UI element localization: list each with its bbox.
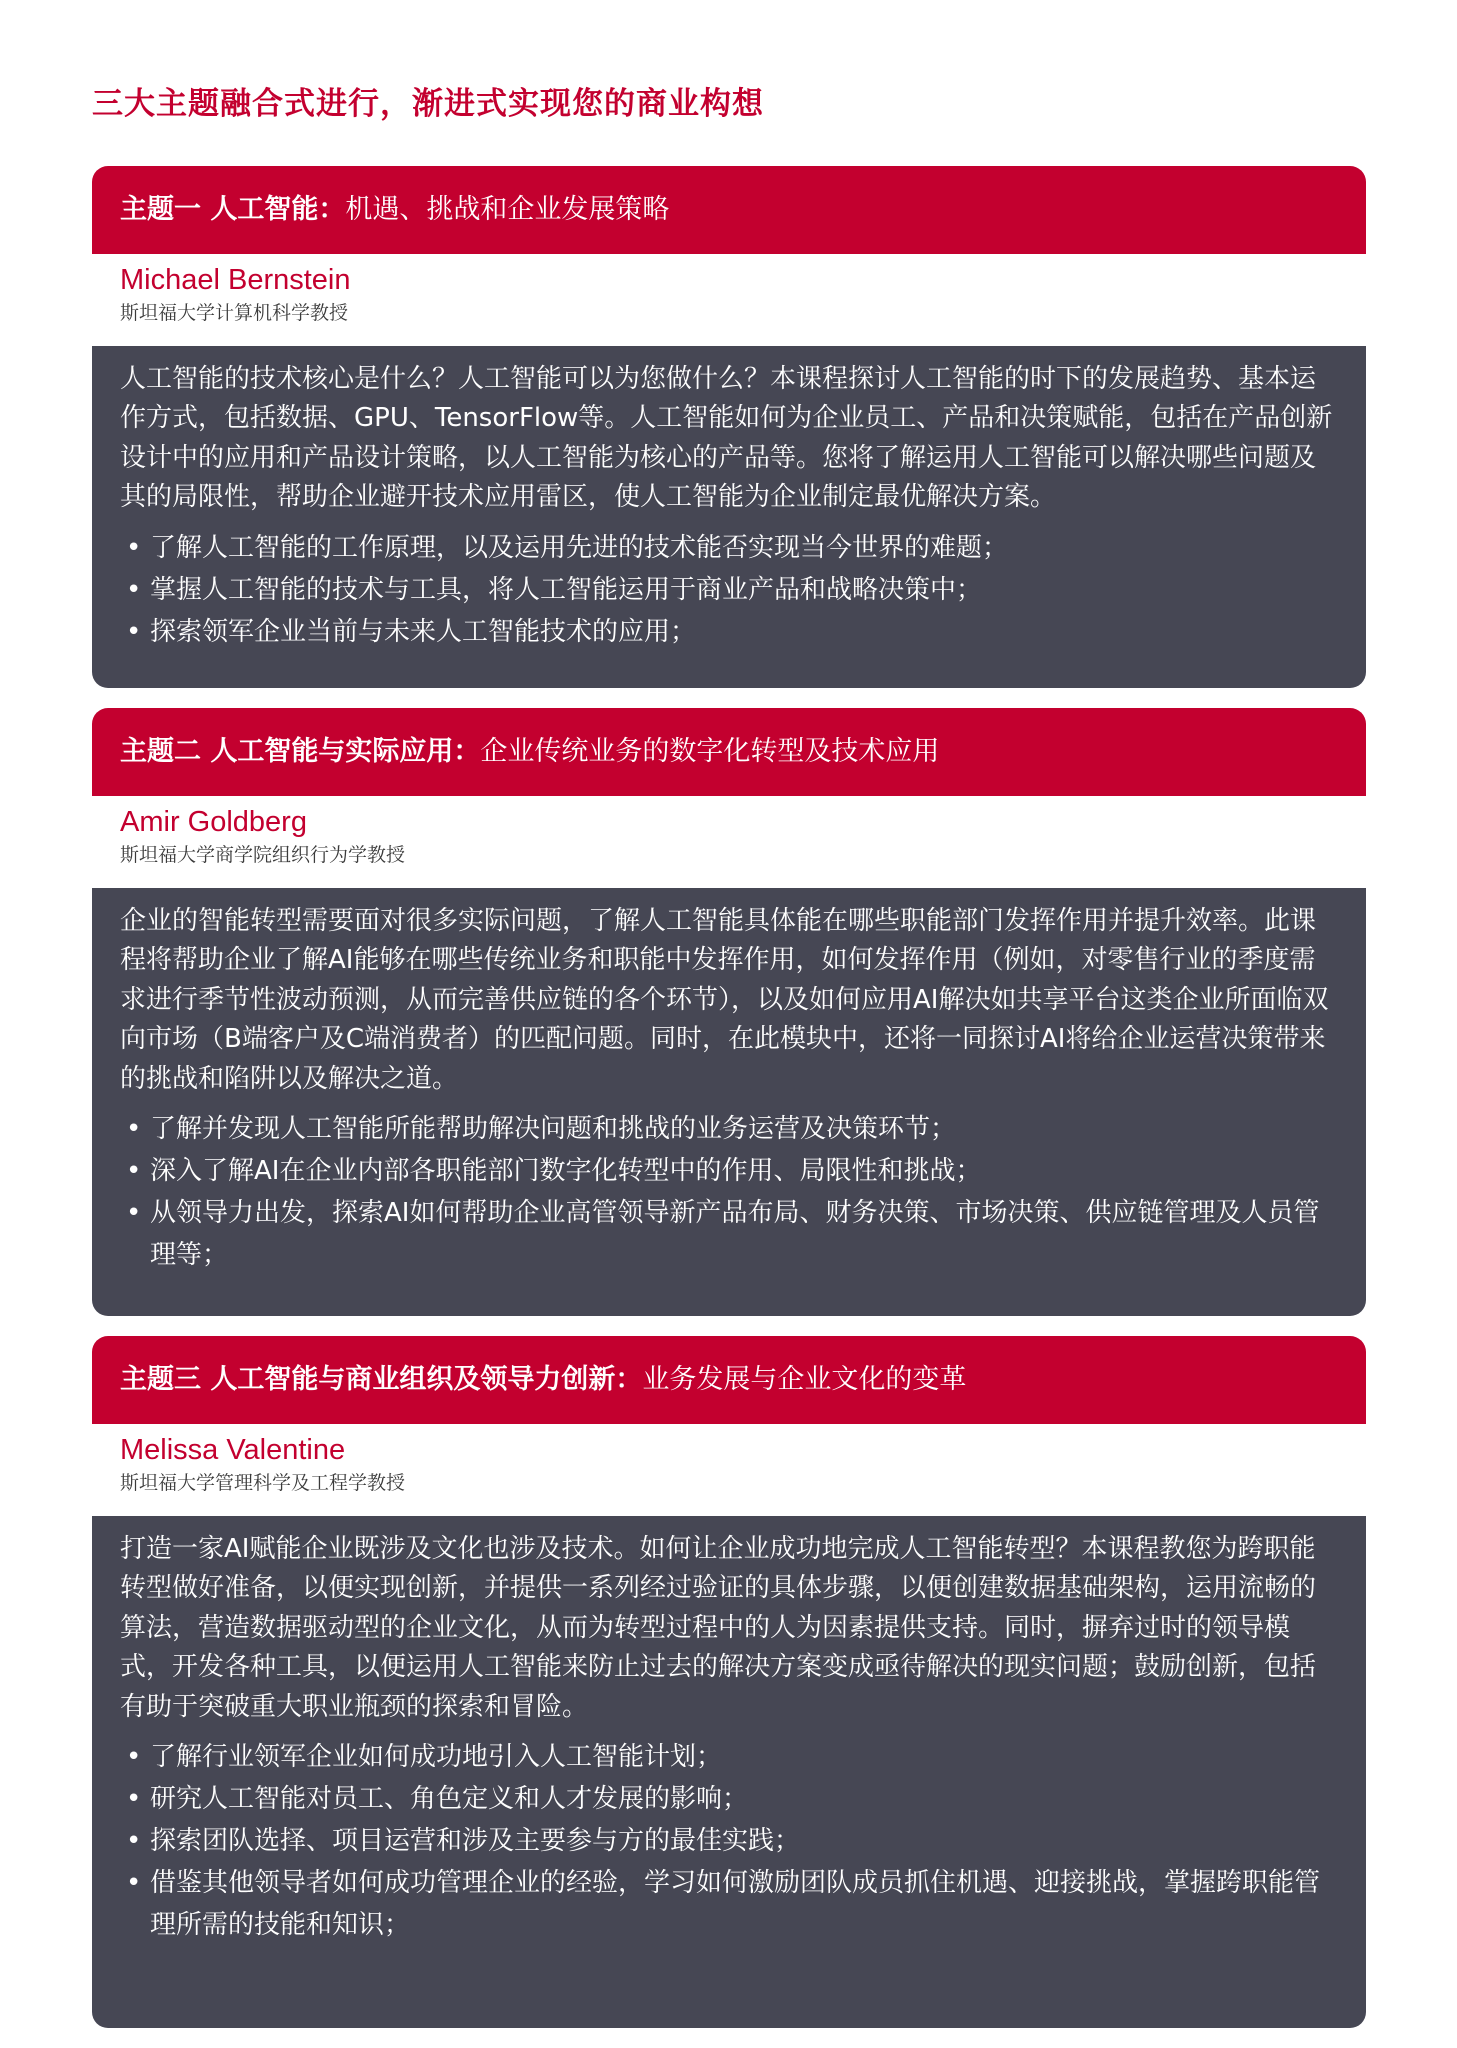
theme-body — [92, 346, 1366, 688]
bullet-dot-icon: • — [126, 532, 142, 563]
theme-section-2 — [92, 708, 1366, 1316]
list-item-text: 探索团队选择、项目运营和涉及主要参与方的最佳实践； — [150, 1826, 801, 1857]
theme-description: 打造一家AI赋能企业既涉及文化也涉及技术。如何让企业成功地完成人工智能转型？本课程教您为跨职能转型做好准备，以便实现创新，并提供一系列经过验证的具体步骤，以便创建数据基础架构，运用流畅的算法，营造数据驱动型的企业文化，从而为转型过程中的人为因素提供支持。同时，摒弃过时的领导模式，开发各种工具，以便运用人工智能来防止过去的解决方案变成亟待解决的现实问题；鼓励创新，包括有助于突破重大职业瓶颈的探索和冒险。 — [120, 1534, 1317, 1722]
list-item-text: 了解行业领军企业如何成功地引入人工智能计划； — [150, 1742, 723, 1773]
theme-section-3 — [92, 1336, 1366, 2028]
theme-body — [92, 1516, 1366, 2028]
list-item-text: 探索领军企业当前与未来人工智能技术的应用； — [150, 616, 697, 647]
list-item-text: 从领导力出发，探索AI如何帮助企业高管领导新产品布局、财务决策、市场决策、供应链管理及人员管理等； — [150, 1198, 1320, 1271]
list-item — [120, 611, 1340, 653]
theme-description: 人工智能的技术核心是什么？人工智能可以为您做什么？本课程探讨人工智能的时下的发展趋势、基本运作方式，包括数据、GPU、TensorFlow等。人工智能如何为企业员工、产品和决策赋能，包括在产品创新设计中的应用和产品设计策略，以人工智能为核心的产品等。您将了解运用人工智能可以解决哪些问题及其的局限性，帮助企业避开技术应用雷区，使人工智能为企业制定最优解决方案。 — [120, 364, 1333, 513]
list-item-text: 了解人工智能的工作原理，以及运用先进的技术能否实现当今世界的难题； — [150, 532, 1009, 563]
theme-header — [92, 708, 1366, 796]
list-item-text: 借鉴其他领导者如何成功管理企业的经验，学习如何激励团队成员抓住机遇、迎接挑战，掌握跨职能管理所需的技能和知识； — [150, 1868, 1321, 1941]
theme-topic: 主题二 人工智能与实际应用： — [120, 736, 481, 767]
speaker-name: Melissa Valentine — [120, 1434, 346, 1466]
speaker-title: 斯坦福大学商学院组织行为学教授 — [120, 844, 406, 866]
speaker-name: Amir Goldberg — [120, 806, 307, 838]
bullet-dot-icon: • — [126, 616, 142, 647]
theme-body — [92, 888, 1366, 1316]
speaker-info — [92, 254, 1366, 346]
page-title: 三大主题融合式进行，渐进式实现您的商业构想 — [92, 86, 764, 122]
theme-topic: 主题三 人工智能与商业组织及领导力创新： — [120, 1364, 643, 1395]
bullet-dot-icon: • — [126, 1826, 142, 1857]
list-item-text: 研究人工智能对员工、角色定义和人才发展的影响； — [150, 1784, 749, 1815]
bullet-dot-icon: • — [126, 1868, 142, 1899]
theme-subtitle: 机遇、挑战和企业发展策略 — [345, 194, 670, 225]
list-item — [120, 1108, 1340, 1150]
list-item — [120, 1778, 1340, 1820]
bullet-dot-icon: • — [126, 574, 142, 605]
speaker-info — [92, 1424, 1366, 1516]
bullet-list — [120, 527, 1340, 653]
theme-header — [92, 1336, 1366, 1424]
theme-header — [92, 166, 1366, 254]
theme-subtitle: 业务发展与企业文化的变革 — [642, 1364, 967, 1395]
bullet-list — [120, 1736, 1340, 1946]
list-item-text: 深入了解AI在企业内部各职能部门数字化转型中的作用、局限性和挑战； — [150, 1156, 982, 1187]
list-item — [120, 1736, 1340, 1778]
list-item — [120, 569, 1340, 611]
speaker-title: 斯坦福大学计算机科学教授 — [120, 302, 349, 324]
speaker-name: Michael Bernstein — [120, 264, 351, 296]
list-item-text: 掌握人工智能的技术与工具，将人工智能运用于商业产品和战略决策中； — [150, 574, 983, 605]
bullet-dot-icon: • — [126, 1742, 142, 1773]
list-item — [120, 1150, 1340, 1192]
bullet-dot-icon: • — [126, 1784, 142, 1815]
speaker-info — [92, 796, 1366, 888]
list-item — [120, 1862, 1340, 1946]
bullet-dot-icon: • — [126, 1114, 142, 1145]
theme-description: 企业的智能转型需要面对很多实际问题，了解人工智能具体能在哪些职能部门发挥作用并提升效率。此课程将帮助企业了解AI能够在哪些传统业务和职能中发挥作用，如何发挥作用（例如，对零售行业的季度需求进行季节性波动预测，从而完善供应链的各个环节），以及如何应用AI解决如共享平台这类企业所面临双向市场（B端客户及C端消费者）的匹配问题。同时，在此模块中，还将一同探讨AI将给企业运营决策带来的挑战和陷阱以及解决之道。 — [120, 906, 1329, 1094]
bullet-dot-icon: • — [126, 1156, 142, 1187]
theme-subtitle: 企业传统业务的数字化转型及技术应用 — [480, 736, 940, 767]
list-item-text: 了解并发现人工智能所能帮助解决问题和挑战的业务运营及决策环节； — [150, 1114, 957, 1145]
theme-topic: 主题一 人工智能： — [120, 194, 346, 225]
list-item — [120, 1820, 1340, 1862]
list-item — [120, 1192, 1340, 1276]
speaker-title: 斯坦福大学管理科学及工程学教授 — [120, 1472, 406, 1494]
theme-section-1 — [92, 166, 1366, 688]
bullet-dot-icon: • — [126, 1198, 142, 1229]
list-item — [120, 527, 1340, 569]
bullet-list — [120, 1108, 1340, 1276]
